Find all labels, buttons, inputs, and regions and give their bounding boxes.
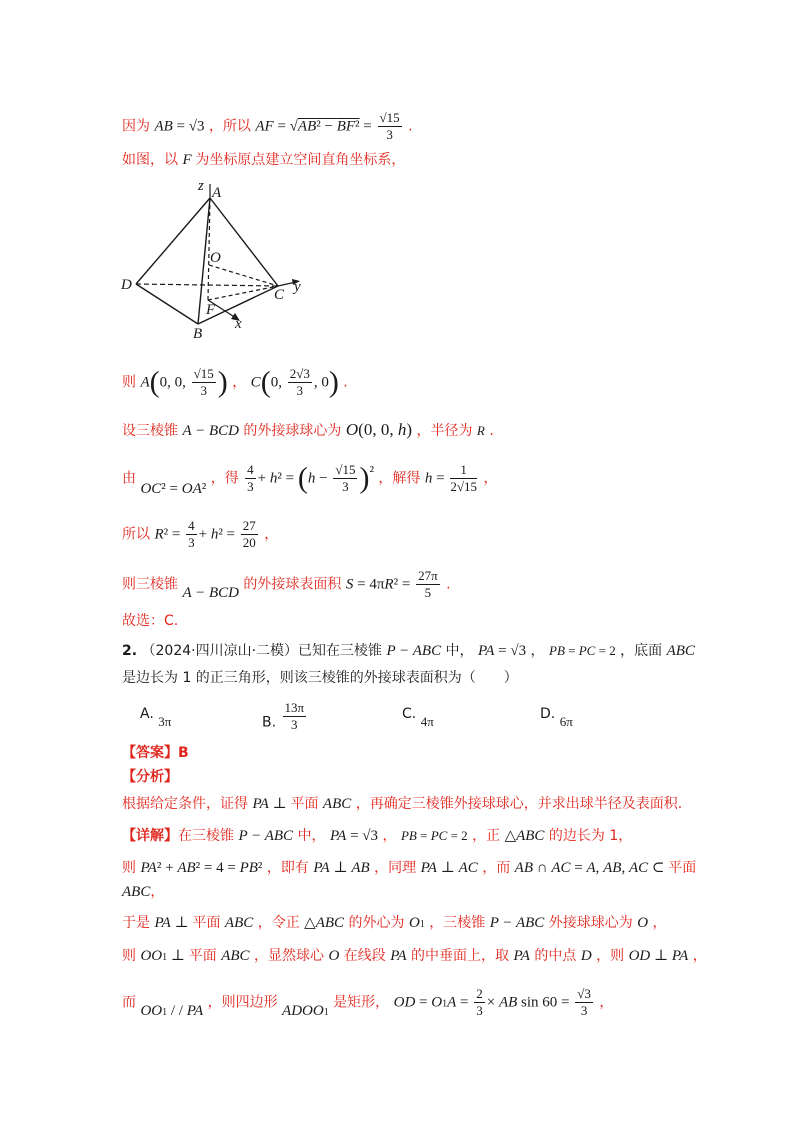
label-x: x (235, 316, 242, 332)
detail-line-3: ABC， (122, 884, 165, 900)
detail-line-4: 于是 PA ⊥ 平面 ABC ，令正 △ABC 的外心为 O1 ，三棱锥 P − ABC 外接球球心为 O ， (122, 915, 667, 931)
edge-ac (210, 198, 278, 286)
answer-label: 【答案】B (122, 745, 189, 761)
solution-line-1: 因为 AB = √3 ，所以 AF = √AB² − BF² = $\frac{√15}{3}$ . (122, 110, 413, 142)
question-2-line-1: 2. （2024·四川凉山·二模）已知在三棱锥 P − ABC 中， PA = √3 ， PB = PC = 2 ，底面 ABC (122, 643, 695, 659)
option-d[interactable]: D. 6π (540, 706, 573, 729)
detail-line-6: 而 $OO_1$ / / PA ，则四边形 $ADOO_1$ 是矩形， OD = O1A = $\frac{2}{3}$ × AB sin 60 = $\frac{√3}{3}$ ， (122, 986, 614, 1019)
label-o: O (210, 250, 221, 266)
solution-line-2: 如图，以 F 为坐标原点建立空间直角坐标系， (122, 152, 406, 168)
label-y: y (294, 279, 301, 295)
solution-line-7: 则三棱锥 A − BCD 的外接球表面积 S = 4πR² = $\frac{27\pi}{5}$ . (122, 568, 451, 601)
segment-oc (209, 265, 278, 286)
label-a: A (212, 185, 222, 201)
label-d: D (121, 277, 132, 293)
detail-line-5: 则 OO1 ⊥ 平面 ABC ，显然球心 O 在线段 PA 的中垂面上，取 PA 的中点 D ，则 OD ⊥ PA ， (122, 948, 707, 964)
fraction-sqrt15-3: $\frac{√15}{3}$ (379, 110, 400, 142)
solution-line-5: 由 OC² = OA² ，得 $\frac{4}{3}$ + h² = (h − $\frac{√15}{3}$ )² ，解得 h = $\frac{1}{2√15}$ ， (122, 461, 498, 497)
analysis-text: 根据给定条件，证得 PA ⊥ 平面 ABC ，再确定三棱锥外接球球心，并求出球半径及表面积. (122, 796, 683, 812)
label-z: z (198, 178, 204, 194)
math-ab-eq-sqrt3: AB (154, 118, 173, 135)
edge-ad (136, 198, 210, 284)
label-c: C (274, 287, 285, 303)
segment-fc (208, 286, 278, 300)
detail-line-1: 【详解】在三棱锥 P − ABC 中， PA = √3 ， PB = PC = 2 ，正 △ABC 的边长为 1， (122, 828, 633, 844)
option-b[interactable]: B. $\frac{13\pi}{3}$ (262, 700, 305, 732)
edge-dc-hidden (136, 284, 278, 286)
solution-line-3: 则 A(0, 0, $\frac{√15}{3}$ ) ， C(0, $\frac{2√3}{3}$ , 0) . (122, 365, 348, 399)
edge-db (136, 284, 198, 324)
option-c[interactable]: C. 4π (402, 706, 434, 729)
detail-line-2: 则 PA² + AB² = 4 = PB² ，即有 PA ⊥ AB ，同理 PA ⊥ AC ，而 AB ∩ AC = A, AB, AC ⊂ 平面 (122, 860, 697, 876)
solution-line-4: 设三棱锥 A − BCD 的外接球球心为 O(0, 0, h) ，半径为 R . (122, 420, 494, 439)
analysis-label: 【分析】 (122, 769, 178, 785)
option-a[interactable]: A. 3π (140, 706, 172, 729)
label-f: F (206, 302, 216, 318)
question-2-line-2: 是边长为 1 的正三角形，则该三棱锥的外接球表面积为（ ） (122, 670, 518, 686)
solution-line-6: 所以 R² = $\frac{4}{3}$ + h² = $\frac{27}{20}$ ， (122, 518, 279, 550)
label-b: B (193, 326, 203, 342)
solution-line-8: 故选：C. (122, 613, 179, 629)
tetrahedron-figure (118, 178, 318, 343)
